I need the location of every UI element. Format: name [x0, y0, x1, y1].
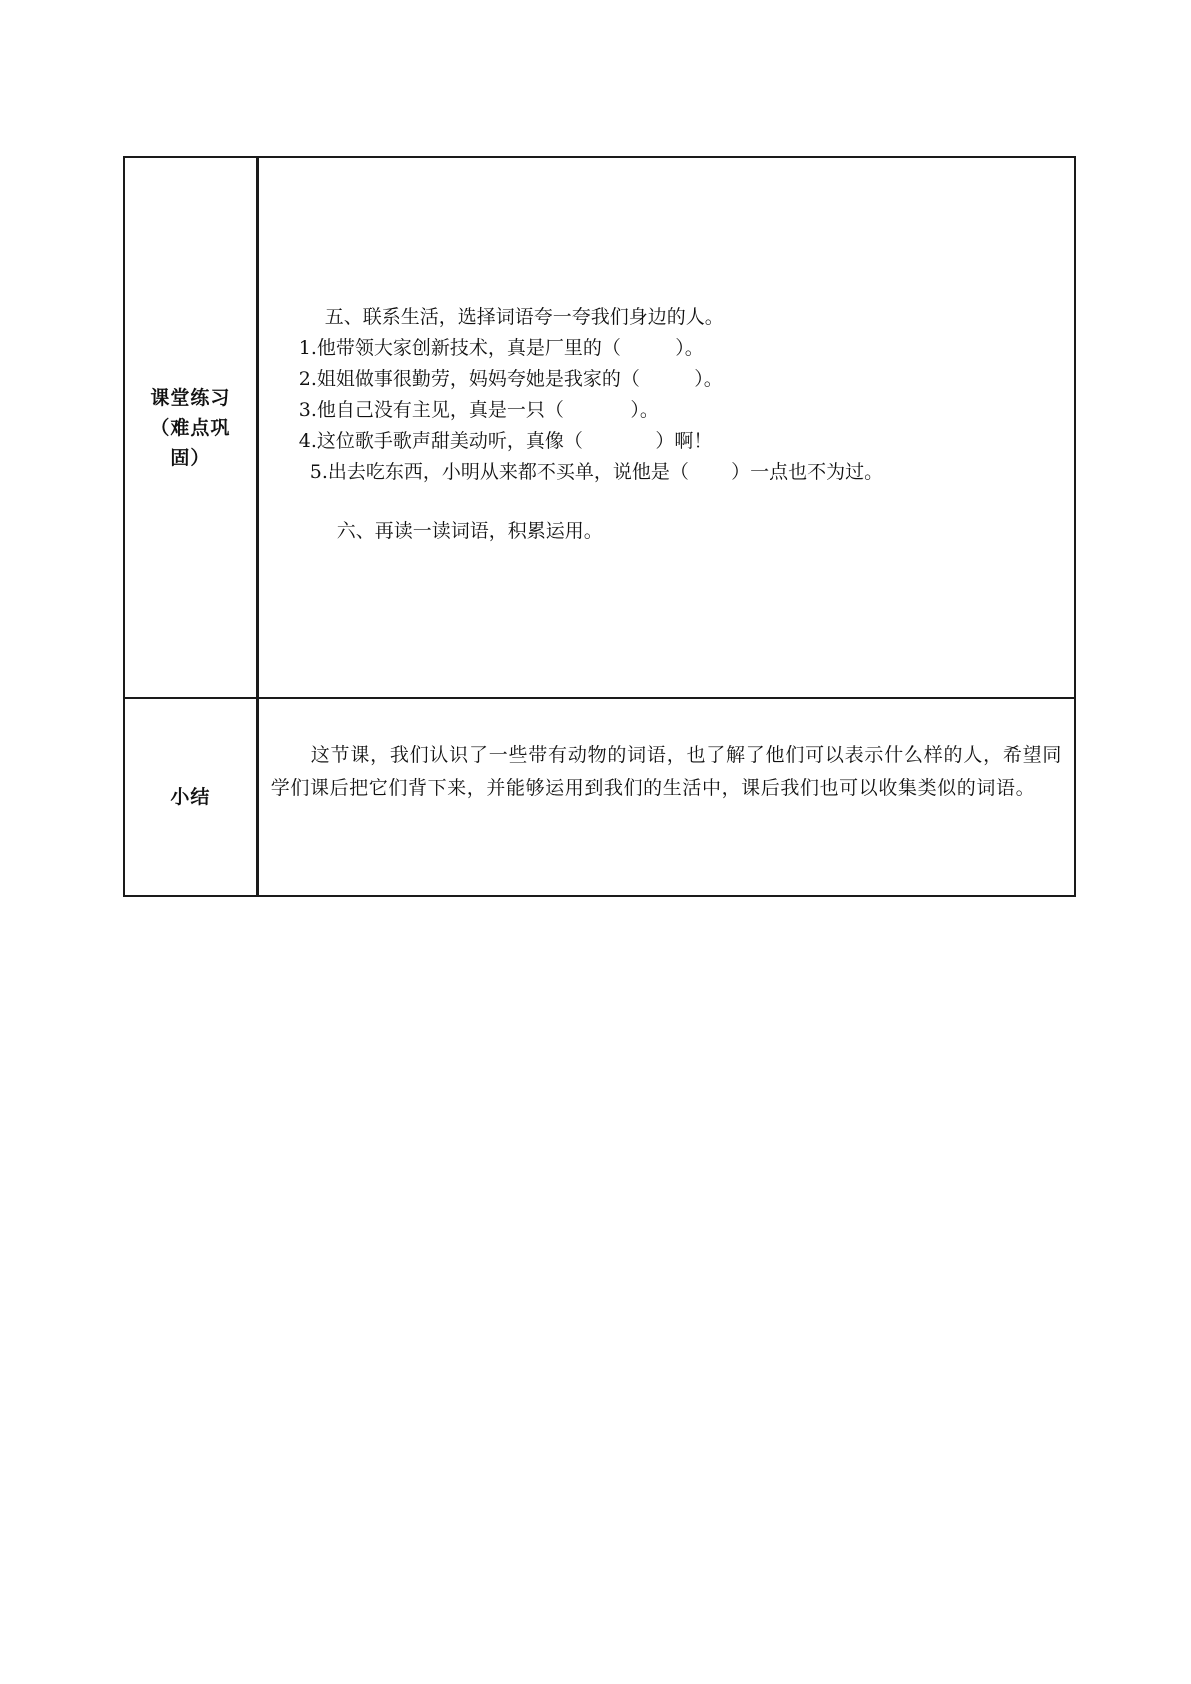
exercise-six-heading: 六、再读一读词语，积累运用。 [336, 520, 603, 542]
exercise-item-2: 2.姐姐做事很勤劳，妈妈夸她是我家的（ ）。 [298, 368, 723, 390]
exercise-item-4: 4.这位歌手歌声甜美动听，真像（ ）啊！ [298, 430, 713, 452]
exercise-item-3: 3.他自己没有主见，真是一只（ ）。 [298, 399, 659, 421]
practice-label-line-3: 固） [170, 446, 211, 469]
summary-text: 这节课，我们认识了一些带有动物的词语，也了解了他们可以表示什么样的人，希望同学们课后把它们背下来，并能够运用到我们的生活中，课后我们也可以收集类似的词语。 [270, 744, 1062, 799]
exercise-item-1: 1.他带领大家创新技术，真是厂里的（ ）。 [298, 337, 704, 359]
summary-label-cell [124, 698, 257, 896]
summary-row [124, 698, 1075, 896]
summary-label: 小结 [170, 786, 211, 808]
practice-label-line-1: 课堂练习 [150, 386, 231, 409]
exercise-item-5: 5.出去吃东西，小明从来都不买单，说他是（ ）一点也不为过。 [309, 461, 884, 483]
practice-content-cell [257, 157, 1075, 698]
summary-content-cell [257, 698, 1075, 896]
practice-row [124, 157, 1075, 698]
practice-label-cell [124, 157, 257, 698]
lesson-plan-table [123, 156, 1076, 897]
exercise-five-heading: 五、联系生活，选择词语夸一夸我们身边的人。 [324, 306, 724, 328]
practice-label-line-2: （难点巩 [150, 416, 231, 439]
